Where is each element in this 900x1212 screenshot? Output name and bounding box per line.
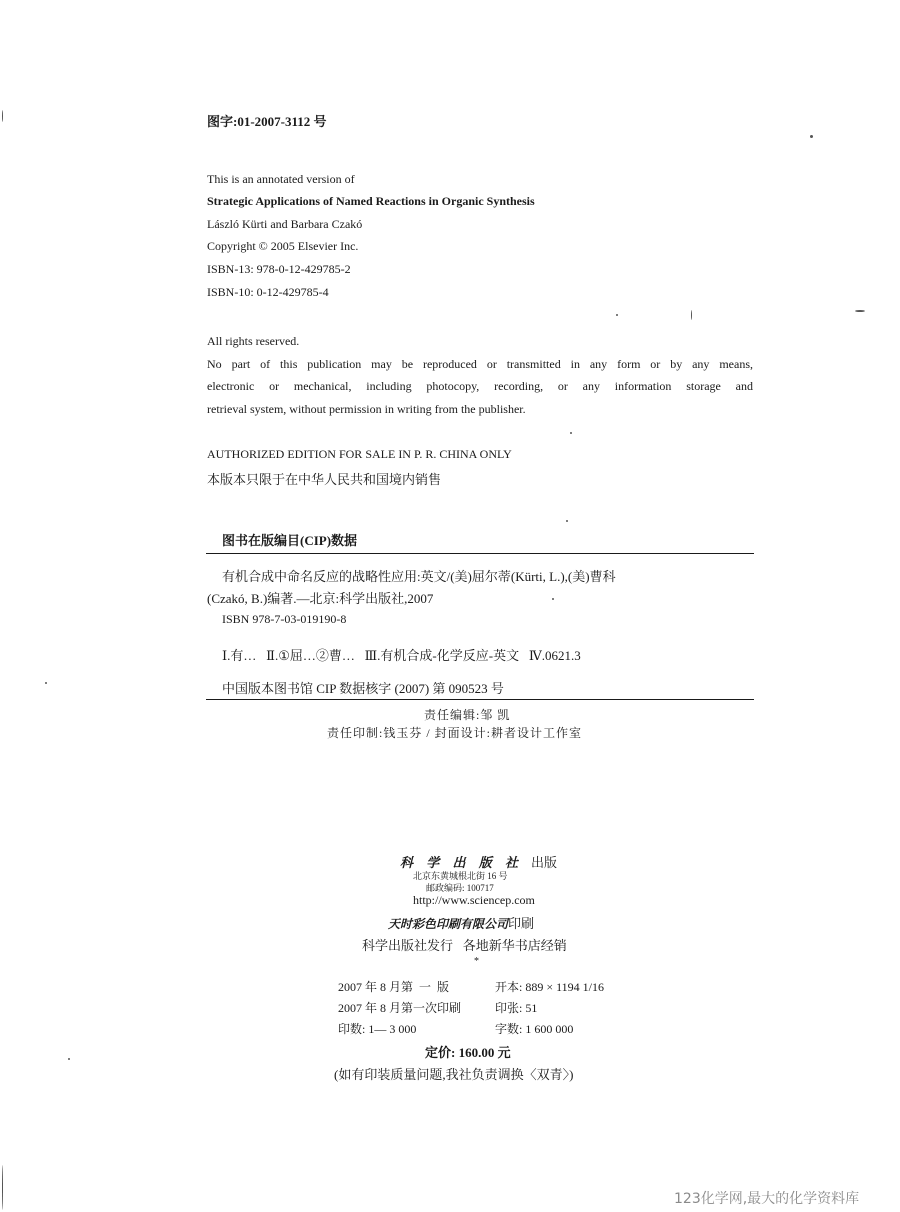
scan-speck [691,310,692,320]
rights-line-2: electronic or mechanical, including photocopy, recording, or any information storage and [207,379,753,393]
printer-name: 天时彩色印刷有限公司 [388,917,509,931]
sheets: 印张: 51 [495,1001,538,1015]
print-and-design: 责任印制:钱玉芬 / 封面设计:耕者设计工作室 [327,726,583,740]
publisher-address: 北京东黄城根北街 16 号 [413,871,508,881]
scan-speck [566,520,568,522]
scan-speck [810,135,813,138]
scan-speck [68,1058,70,1060]
intro-line: This is an annotated version of [207,172,355,186]
cip-classification: Ⅰ.有… Ⅱ.①屈…②曹… Ⅲ.有机合成-化学反应-英文 Ⅳ.0621.3 [222,648,581,663]
publisher-name: 科 学 出 版 社 [400,855,524,870]
scan-speck [2,1165,3,1210]
cip-line-2: (Czakó, B.)编著.—北京:科学出版社,2007 [207,591,434,606]
authorized-english: AUTHORIZED EDITION FOR SALE IN P. R. CHINA ONLY [207,447,512,461]
book-title: Strategic Applications of Named Reactions in Organic Synthesis [207,194,535,208]
scan-speck [45,682,47,684]
publisher-url: http://www.sciencep.com [413,893,535,907]
print-run: 印数: 1— 3 000 [338,1022,417,1036]
return-note: (如有印装质量问题,我社负责调换〈双青〉) [334,1067,574,1082]
rights-reserved: All rights reserved. [207,334,300,348]
cip-heading: 图书在版编目(CIP)数据 [222,533,358,548]
publisher-postcode: 邮政编码: 100717 [426,883,494,893]
scan-speck [2,110,3,122]
price: 定价: 160.00 元 [425,1045,511,1060]
scan-speck [616,314,618,316]
cip-top-rule [206,553,754,554]
separator-star: * [474,956,479,967]
copyright-line: Copyright © 2005 Elsevier Inc. [207,239,359,253]
printer-line [388,913,534,933]
printer-suffix: 印刷 [508,916,535,931]
format: 开本: 889 × 1194 1/16 [495,980,604,994]
word-count: 字数: 1 600 000 [495,1022,574,1036]
cip-line-1: 有机合成中命名反应的战略性应用:英文/(美)屈尔蒂(Kürti, L.),(美)曹科 [222,569,616,584]
scan-speck [570,432,572,434]
rights-line-3: retrieval system, without permission in writing from the publisher. [207,402,526,416]
cip-isbn: ISBN 978-7-03-019190-8 [222,612,347,626]
scan-speck [855,310,865,312]
authorized-chinese: 本版本只限于在中华人民共和国境内销售 [207,472,442,487]
publisher-suffix: 出版 [531,855,558,870]
print-date: 2007 年 8 月第一次印刷 [338,1001,462,1015]
contract-number: 图字:01-2007-3112 号 [207,114,327,129]
isbn-13: ISBN-13: 978-0-12-429785-2 [207,262,351,276]
scan-speck [552,598,554,600]
distribution: 科学出版社发行 各地新华书店经销 [362,938,567,953]
cip-record: 中国版本图书馆 CIP 数据核字 (2007) 第 090523 号 [222,681,504,696]
isbn-10: ISBN-10: 0-12-429785-4 [207,285,329,299]
cip-bottom-rule [206,699,754,700]
authors: László Kürti and Barbara Czakó [207,217,363,231]
rights-line-1: No part of this publication may be reproduced or transmitted in any form or by any means, [207,357,753,371]
site-watermark: 123化学网,最大的化学资料库 [674,1191,860,1207]
edition-date: 2007 年 8 月第 一 版 [338,980,450,994]
responsible-editor: 责任编辑:邹 凯 [424,708,511,722]
